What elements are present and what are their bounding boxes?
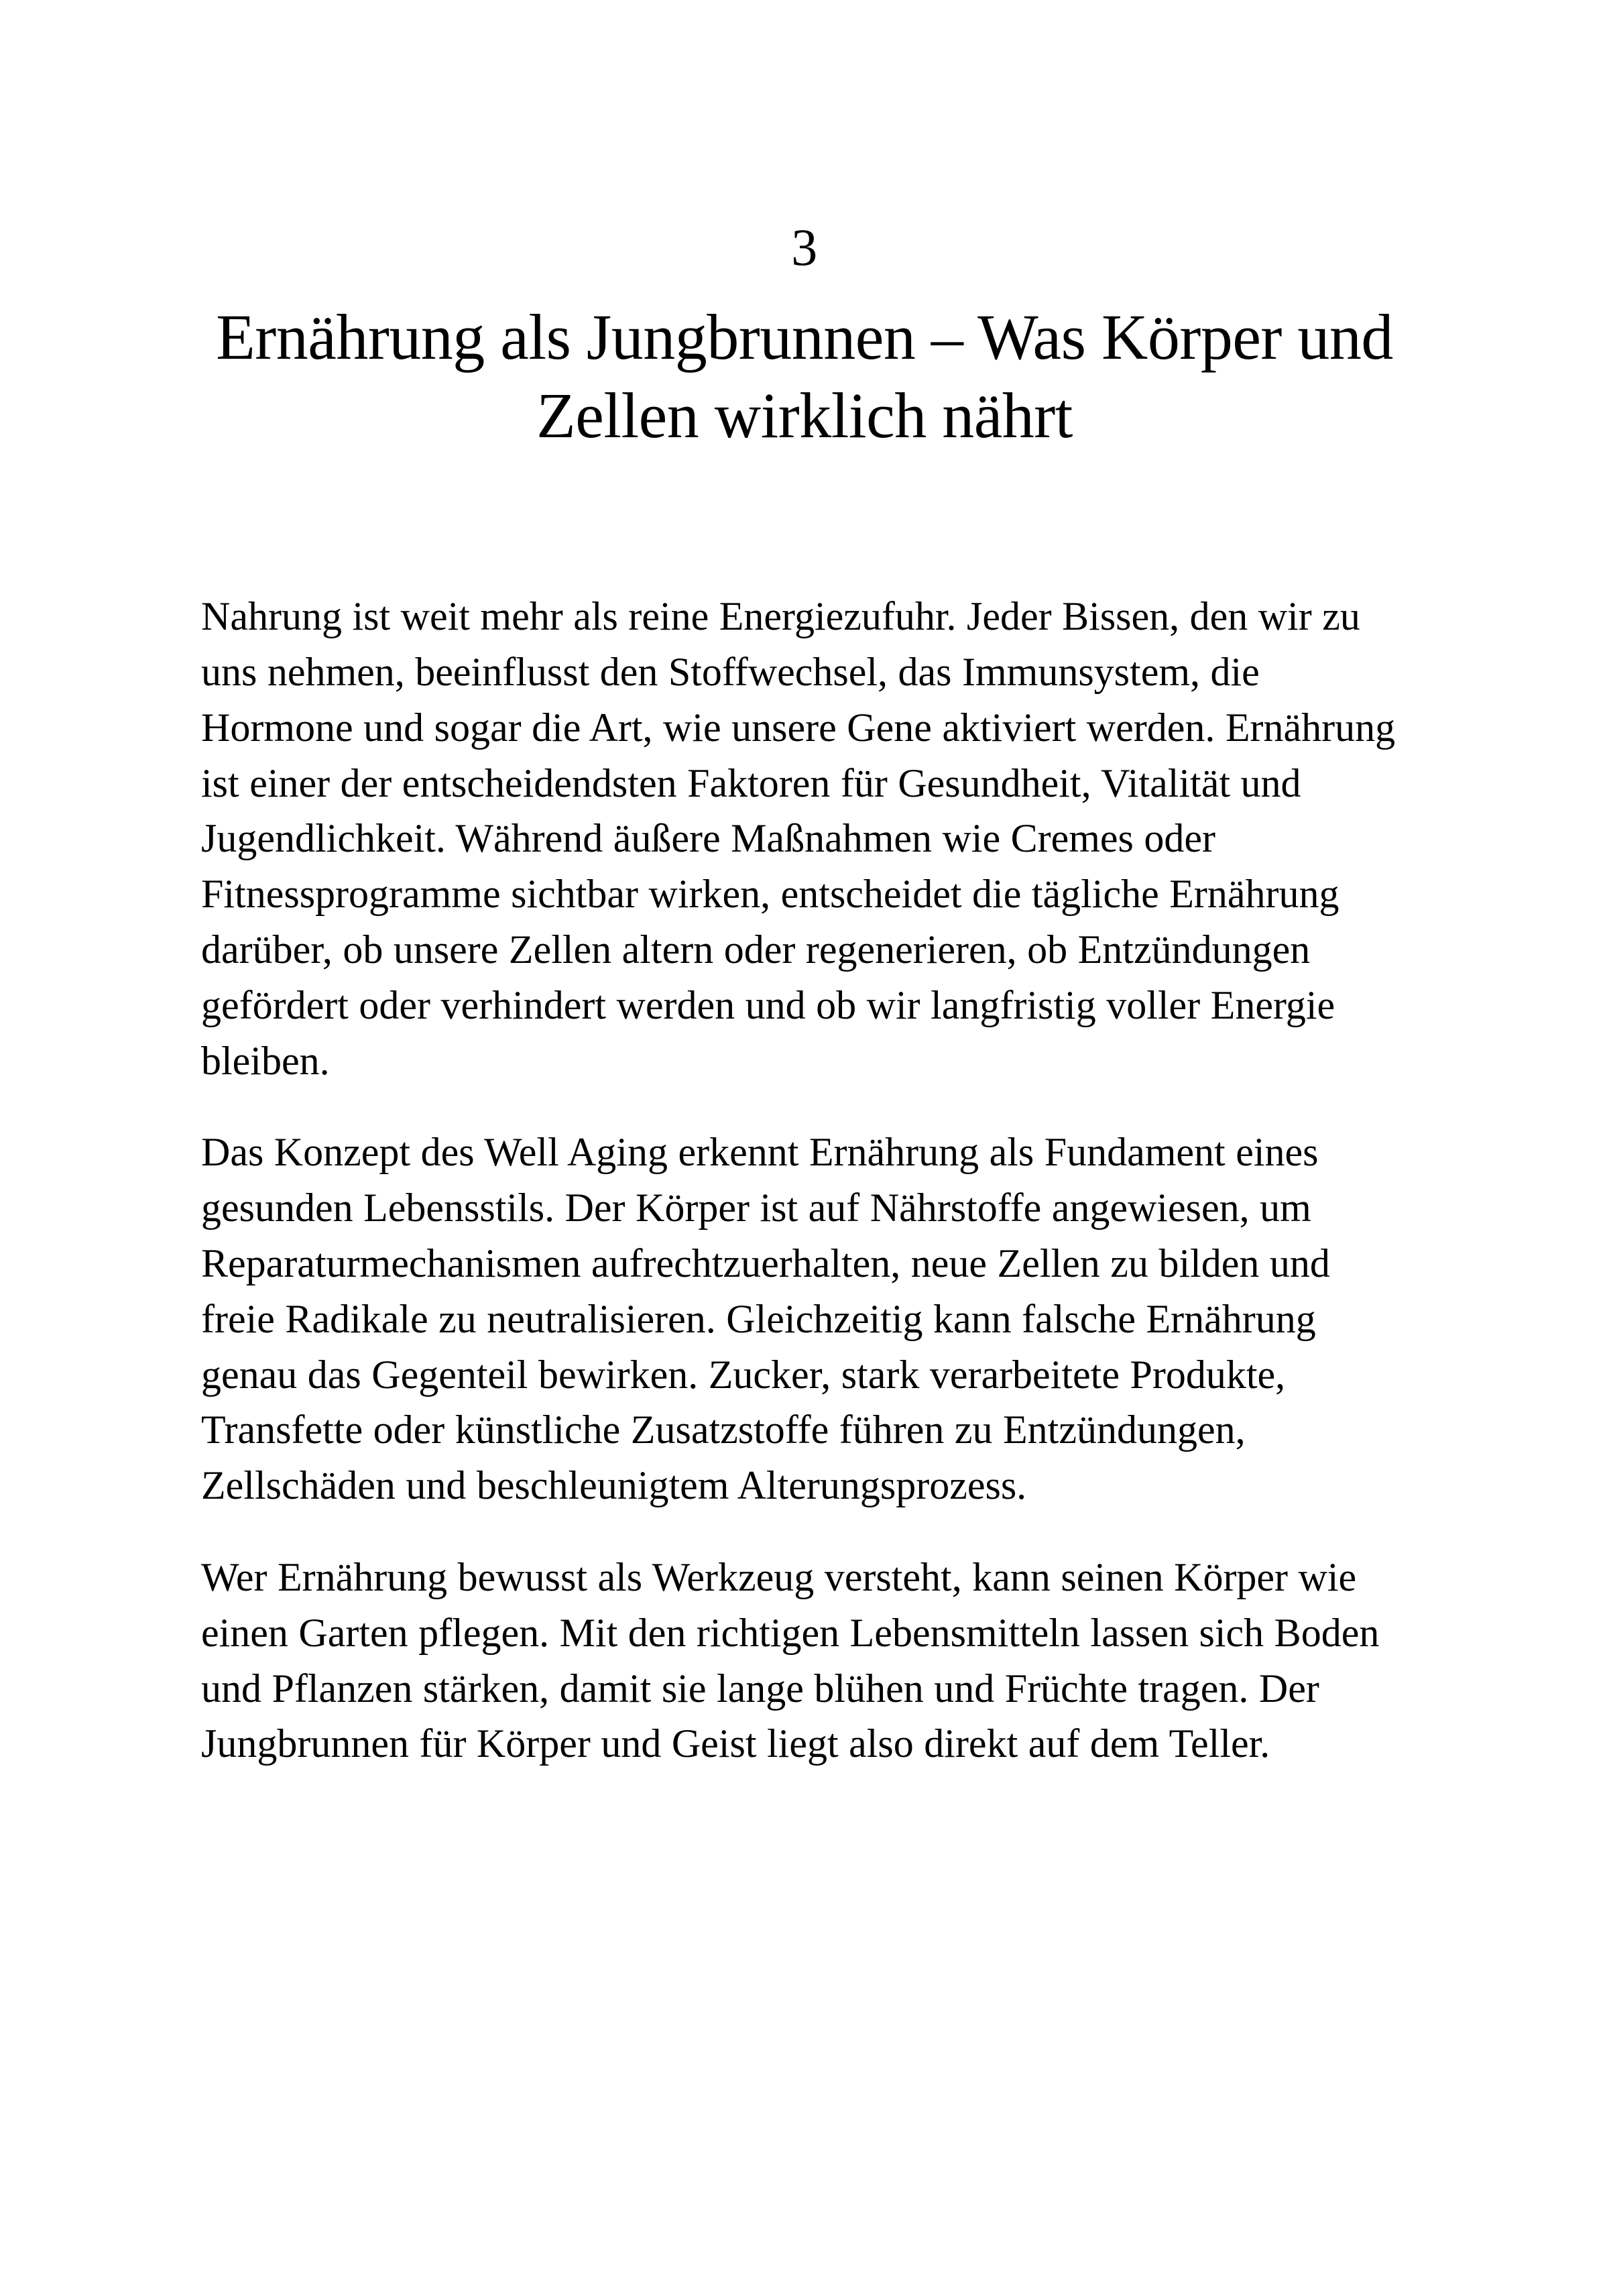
chapter-number: 3 — [791, 218, 818, 276]
body-text — [201, 589, 1408, 1772]
paragraph-2: Das Konzept des Well Aging erkennt Ernährung als Fundament eines gesunden Lebensstils. Der Körper ist auf Nährstoffe angewiesen, um Reparaturmechanismen aufrechtzuerhalten, neue Zellen zu bilden und freie Radikale zu neutralisieren. Gleichzeitig kann falsche Ernährung genau das Gegenteil bewirken. Zucker, stark verarbeitete Produkte, Transfette oder künstliche Zusatzstoffe führen zu Entzündungen, Zellschäden und beschleunigtem Alterungsprozess. — [201, 1130, 1330, 1508]
chapter-title: Ernährung als Jungbrunnen – Was Körper und Zellen wirklich nährt — [216, 301, 1393, 452]
paragraph-3: Wer Ernährung bewusst als Werkzeug versteht, kann seinen Körper wie einen Garten pflegen. Mit den richtigen Lebensmitteln lassen sich Boden und Pflanzen stärken, damit sie lange blühen und Früchte tragen. Der Jungbrunnen für Körper und Geist liegt also direkt auf dem Teller. — [201, 1554, 1380, 1766]
page-content — [201, 218, 1408, 1772]
paragraph-1: Nahrung ist weit mehr als reine Energiezufuhr. Jeder Bissen, den wir zu uns nehmen, beeinflusst den Stoffwechsel, das Immunsystem, die Hormone und sogar die Art, wie unsere Gene aktiviert werden. Ernährung ist einer der entscheidendsten Faktoren für Gesundheit, Vitalität und Jugendlichkeit. Während äußere Maßnahmen wie Cremes oder Fitnessprogramme sichtbar wirken, entscheidet die tägliche Ernährung darüber, ob unsere Zellen altern oder regenerieren, ob Entzündungen gefördert oder verhindert werden und ob wir langfristig voller Energie bleiben. — [201, 594, 1396, 1083]
